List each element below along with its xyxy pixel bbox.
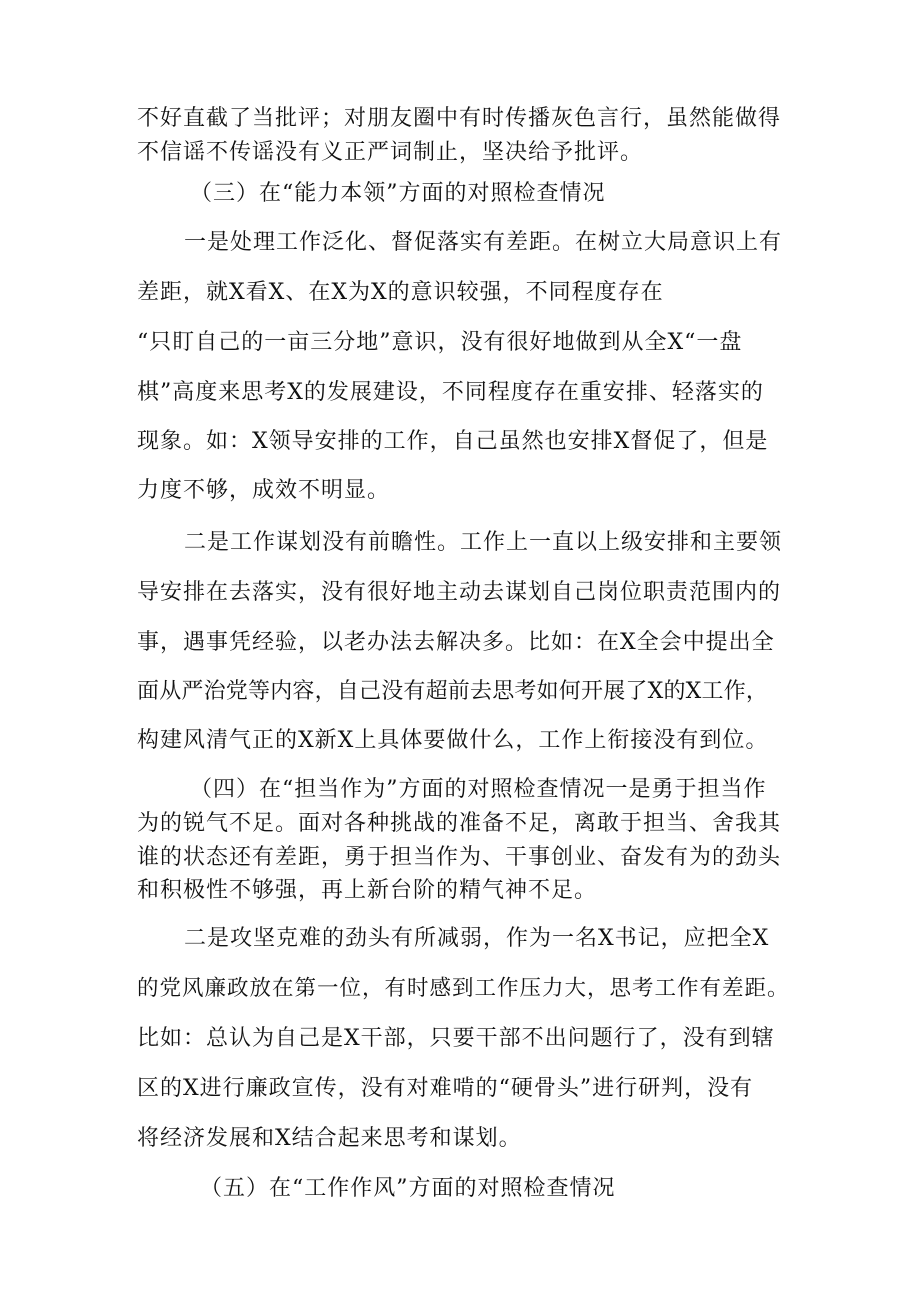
text-line: 为的锐气不足。面对各种挑战的准备不足，离敢于担当、舍我其 xyxy=(137,811,782,836)
text-line: 一是处理工作泛化、督促落实有差距。在树立大局意识上有 xyxy=(184,230,783,255)
text-line: 差距，就X看X、在X为X的意识较强，不同程度存在 xyxy=(137,280,664,305)
text-line: “只盯自己的一亩三分地”意识，没有很好地做到从全X“一盘 xyxy=(137,330,743,355)
text-line: 事，遇事凭经验，以老办法去解决多。比如：在X全会中提出全 xyxy=(137,630,775,655)
section-heading-3: （三）在“能力本领”方面的对照检查情况 xyxy=(190,181,606,206)
text-line: 二是工作谋划没有前瞻性。工作上一直以上级安排和主要领 xyxy=(184,530,783,555)
section-heading-4: （四）在“担当作为”方面的对照检查情况一是勇于担当作 xyxy=(190,777,767,802)
text-line: 和积极性不够强，再上新台阶的精气神不足。 xyxy=(137,878,598,903)
text-line: 面从严治党等内容，自己没有超前去思考如何开展了X的X工作， xyxy=(137,679,769,704)
text-line: 将经济发展和X结合起来思考和谋划。 xyxy=(137,1126,522,1151)
text-line: 谁的状态还有差距，勇于担当作为、干事创业、奋发有为的劲头 xyxy=(137,845,782,870)
text-line: 比如：总认为自己是X干部，只要干部不出问题行了，没有到辖 xyxy=(137,1026,775,1051)
section-heading-5: （五）在“工作作风”方面的对照检查情况 xyxy=(200,1176,616,1201)
text-line: 区的X进行廉政宣传，没有对难啃的“硬骨头”进行研判，没有 xyxy=(137,1076,754,1101)
text-line: 现象。如：X领导安排的工作，自己虽然也安排X督促了，但是 xyxy=(137,429,769,454)
text-line: 不信谣不传谣没有义正严词制止，坚决给予批评。 xyxy=(137,140,644,165)
text-line: 棋”高度来思考X的发展建设，不同程度存在重安排、轻落实的 xyxy=(137,380,764,405)
text-line: 力度不够，成效不明显。 xyxy=(137,478,391,503)
text-line: 导安排在去落实，没有很好地主动去谋划自己岗位职责范围内的 xyxy=(137,580,782,605)
text-line: 二是攻坚克难的劲头有所减弱，作为一名X书记，应把全X xyxy=(184,926,770,951)
text-line: 构建风清气正的X新X上具体要做什么，工作上衔接没有到位。 xyxy=(137,728,769,753)
text-line: 不好直截了当批评；对朋友圈中有时传播灰色言行，虽然能做得 xyxy=(137,106,782,131)
text-line: 的党风廉政放在第一位，有时感到工作压力大，思考工作有差距。 xyxy=(137,976,790,1001)
